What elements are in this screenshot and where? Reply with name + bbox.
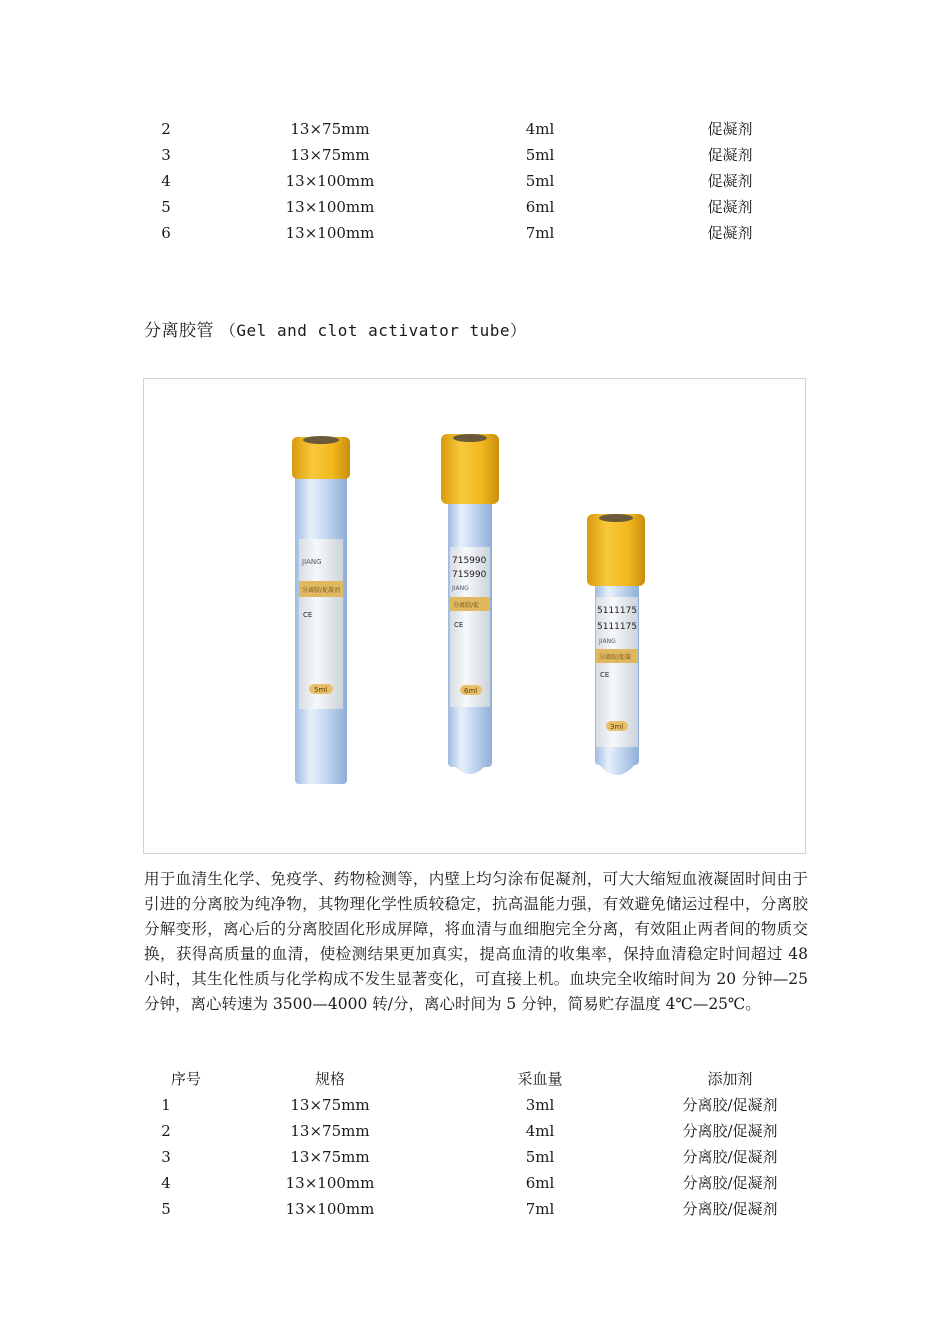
cell-volume: 5ml	[525, 146, 555, 164]
section-title	[144, 316, 527, 341]
table-row	[0, 1196, 950, 1222]
tube-2-label-line: 6ml	[464, 687, 478, 695]
header-spec: 规格	[314, 1070, 345, 1088]
header-no: 序号	[170, 1070, 201, 1088]
tube-2-label-line: 715990	[452, 556, 487, 566]
table-row	[0, 220, 950, 246]
tube-3	[587, 514, 645, 775]
cell-volume: 7ml	[525, 1200, 555, 1218]
cell-no: 5	[161, 1200, 171, 1218]
section-title-cn: 分离胶管	[144, 321, 214, 341]
table-row	[0, 1118, 950, 1144]
cell-volume: 6ml	[525, 198, 555, 216]
tube-3-bottom	[595, 751, 639, 775]
cell-volume: 5ml	[525, 1148, 555, 1166]
cell-volume: 4ml	[525, 1122, 555, 1140]
cell-spec: 13×75mm	[290, 1148, 370, 1166]
cell-no: 3	[161, 146, 171, 164]
cell-spec: 13×75mm	[290, 120, 370, 138]
cell-no: 5	[161, 198, 171, 216]
table-row	[0, 1092, 950, 1118]
section-title-en: （Gel and clot activator tube）	[219, 321, 527, 340]
cell-volume: 3ml	[525, 1096, 555, 1114]
tube-2-label-line: 分离胶/促	[453, 602, 480, 609]
tube-1	[292, 436, 350, 784]
cell-volume: 7ml	[525, 224, 555, 242]
cell-spec: 13×100mm	[285, 224, 375, 242]
cell-no: 3	[161, 1148, 171, 1166]
tube-1-label-line: JIANG	[302, 558, 322, 566]
tube-3-label-line: 5111175	[597, 622, 638, 632]
tube-2-cap	[441, 434, 499, 504]
product-image	[143, 378, 806, 854]
cell-spec: 13×75mm	[290, 1096, 370, 1114]
table-row	[0, 1144, 950, 1170]
tube-2-label-line: CE	[454, 621, 464, 629]
cell-no: 2	[161, 120, 171, 138]
cell-spec: 13×100mm	[285, 198, 375, 216]
cell-volume: 5ml	[525, 172, 555, 190]
tube-1-label-line: 分离胶/促凝剂	[302, 587, 341, 594]
cell-additive: 分离胶/促凝剂	[682, 1200, 778, 1218]
cell-no: 4	[161, 172, 171, 190]
cell-additive: 促凝剂	[707, 120, 753, 138]
cell-no: 6	[161, 224, 171, 242]
cell-additive: 分离胶/促凝剂	[682, 1122, 778, 1140]
tube-3-label-line: 5111175	[597, 606, 638, 616]
table-row	[0, 194, 950, 220]
tube-2-label-line: 715990	[452, 570, 487, 580]
tube-3-label-line: CE	[600, 671, 610, 679]
tube-1-cap-top	[303, 436, 339, 444]
tube-2	[441, 434, 499, 774]
tube-2-cap-top	[453, 434, 487, 442]
tube-3-label-line: JIANG	[599, 638, 616, 645]
cell-additive: 促凝剂	[707, 198, 753, 216]
cell-additive: 促凝剂	[707, 172, 753, 190]
cell-additive: 促凝剂	[707, 146, 753, 164]
table-row	[0, 142, 950, 168]
tube-1-label-line: 5ml	[314, 686, 328, 694]
table-row	[0, 168, 950, 194]
cell-spec: 13×75mm	[290, 1122, 370, 1140]
header-additive: 添加剂	[707, 1070, 753, 1088]
tube-3-label-line: 3ml	[610, 723, 624, 731]
cell-spec: 13×100mm	[285, 1200, 375, 1218]
tube-1-label-line: CE	[303, 611, 313, 619]
cell-additive: 促凝剂	[707, 224, 753, 242]
description-text: 用于血清生化学、免疫学、药物检测等，内壁上均匀涂布促凝剂，可大大缩短血液凝固时间由于引进的分离胶为纯净物，其物理化学性质较稳定，抗高温能力强，有效避免储运过程中，分离胶分解变形，离心后的分离胶固化形成屏障，将血清与血细胞完全分离，有效阻止两者间的物质交换，获得高质量的血清，使检测结果更加真实，提高血清的收集率，保持血清稳定时间超过 48 小时，其生化性质与化学构成不发生显著变化，可直接上机。血块完全收缩时间为 20 分钟—25 分钟，离心转速为 3500—4000 转/分，离心时间为 5 分钟，简易贮存温度 4℃—25℃。	[144, 870, 808, 1013]
tube-3-label-line: 分离胶/促凝	[599, 654, 632, 661]
header-volume: 采血量	[517, 1070, 563, 1088]
cell-spec: 13×100mm	[285, 172, 375, 190]
table-header	[0, 1066, 950, 1092]
tube-2-bottom	[448, 749, 492, 774]
cell-volume: 6ml	[525, 1174, 555, 1192]
cell-no: 2	[161, 1122, 171, 1140]
tube-3-cap-top	[599, 514, 633, 522]
tube-3-cap	[587, 514, 645, 586]
tube-2-label-line: JIANG	[452, 585, 469, 592]
table-row	[0, 116, 950, 142]
cell-volume: 4ml	[525, 120, 555, 138]
cell-no: 4	[161, 1174, 171, 1192]
cell-no: 1	[161, 1096, 171, 1114]
cell-additive: 分离胶/促凝剂	[682, 1148, 778, 1166]
cell-additive: 分离胶/促凝剂	[682, 1096, 778, 1114]
cell-additive: 分离胶/促凝剂	[682, 1174, 778, 1192]
cell-spec: 13×75mm	[290, 146, 370, 164]
cell-spec: 13×100mm	[285, 1174, 375, 1192]
table-row	[0, 1170, 950, 1196]
